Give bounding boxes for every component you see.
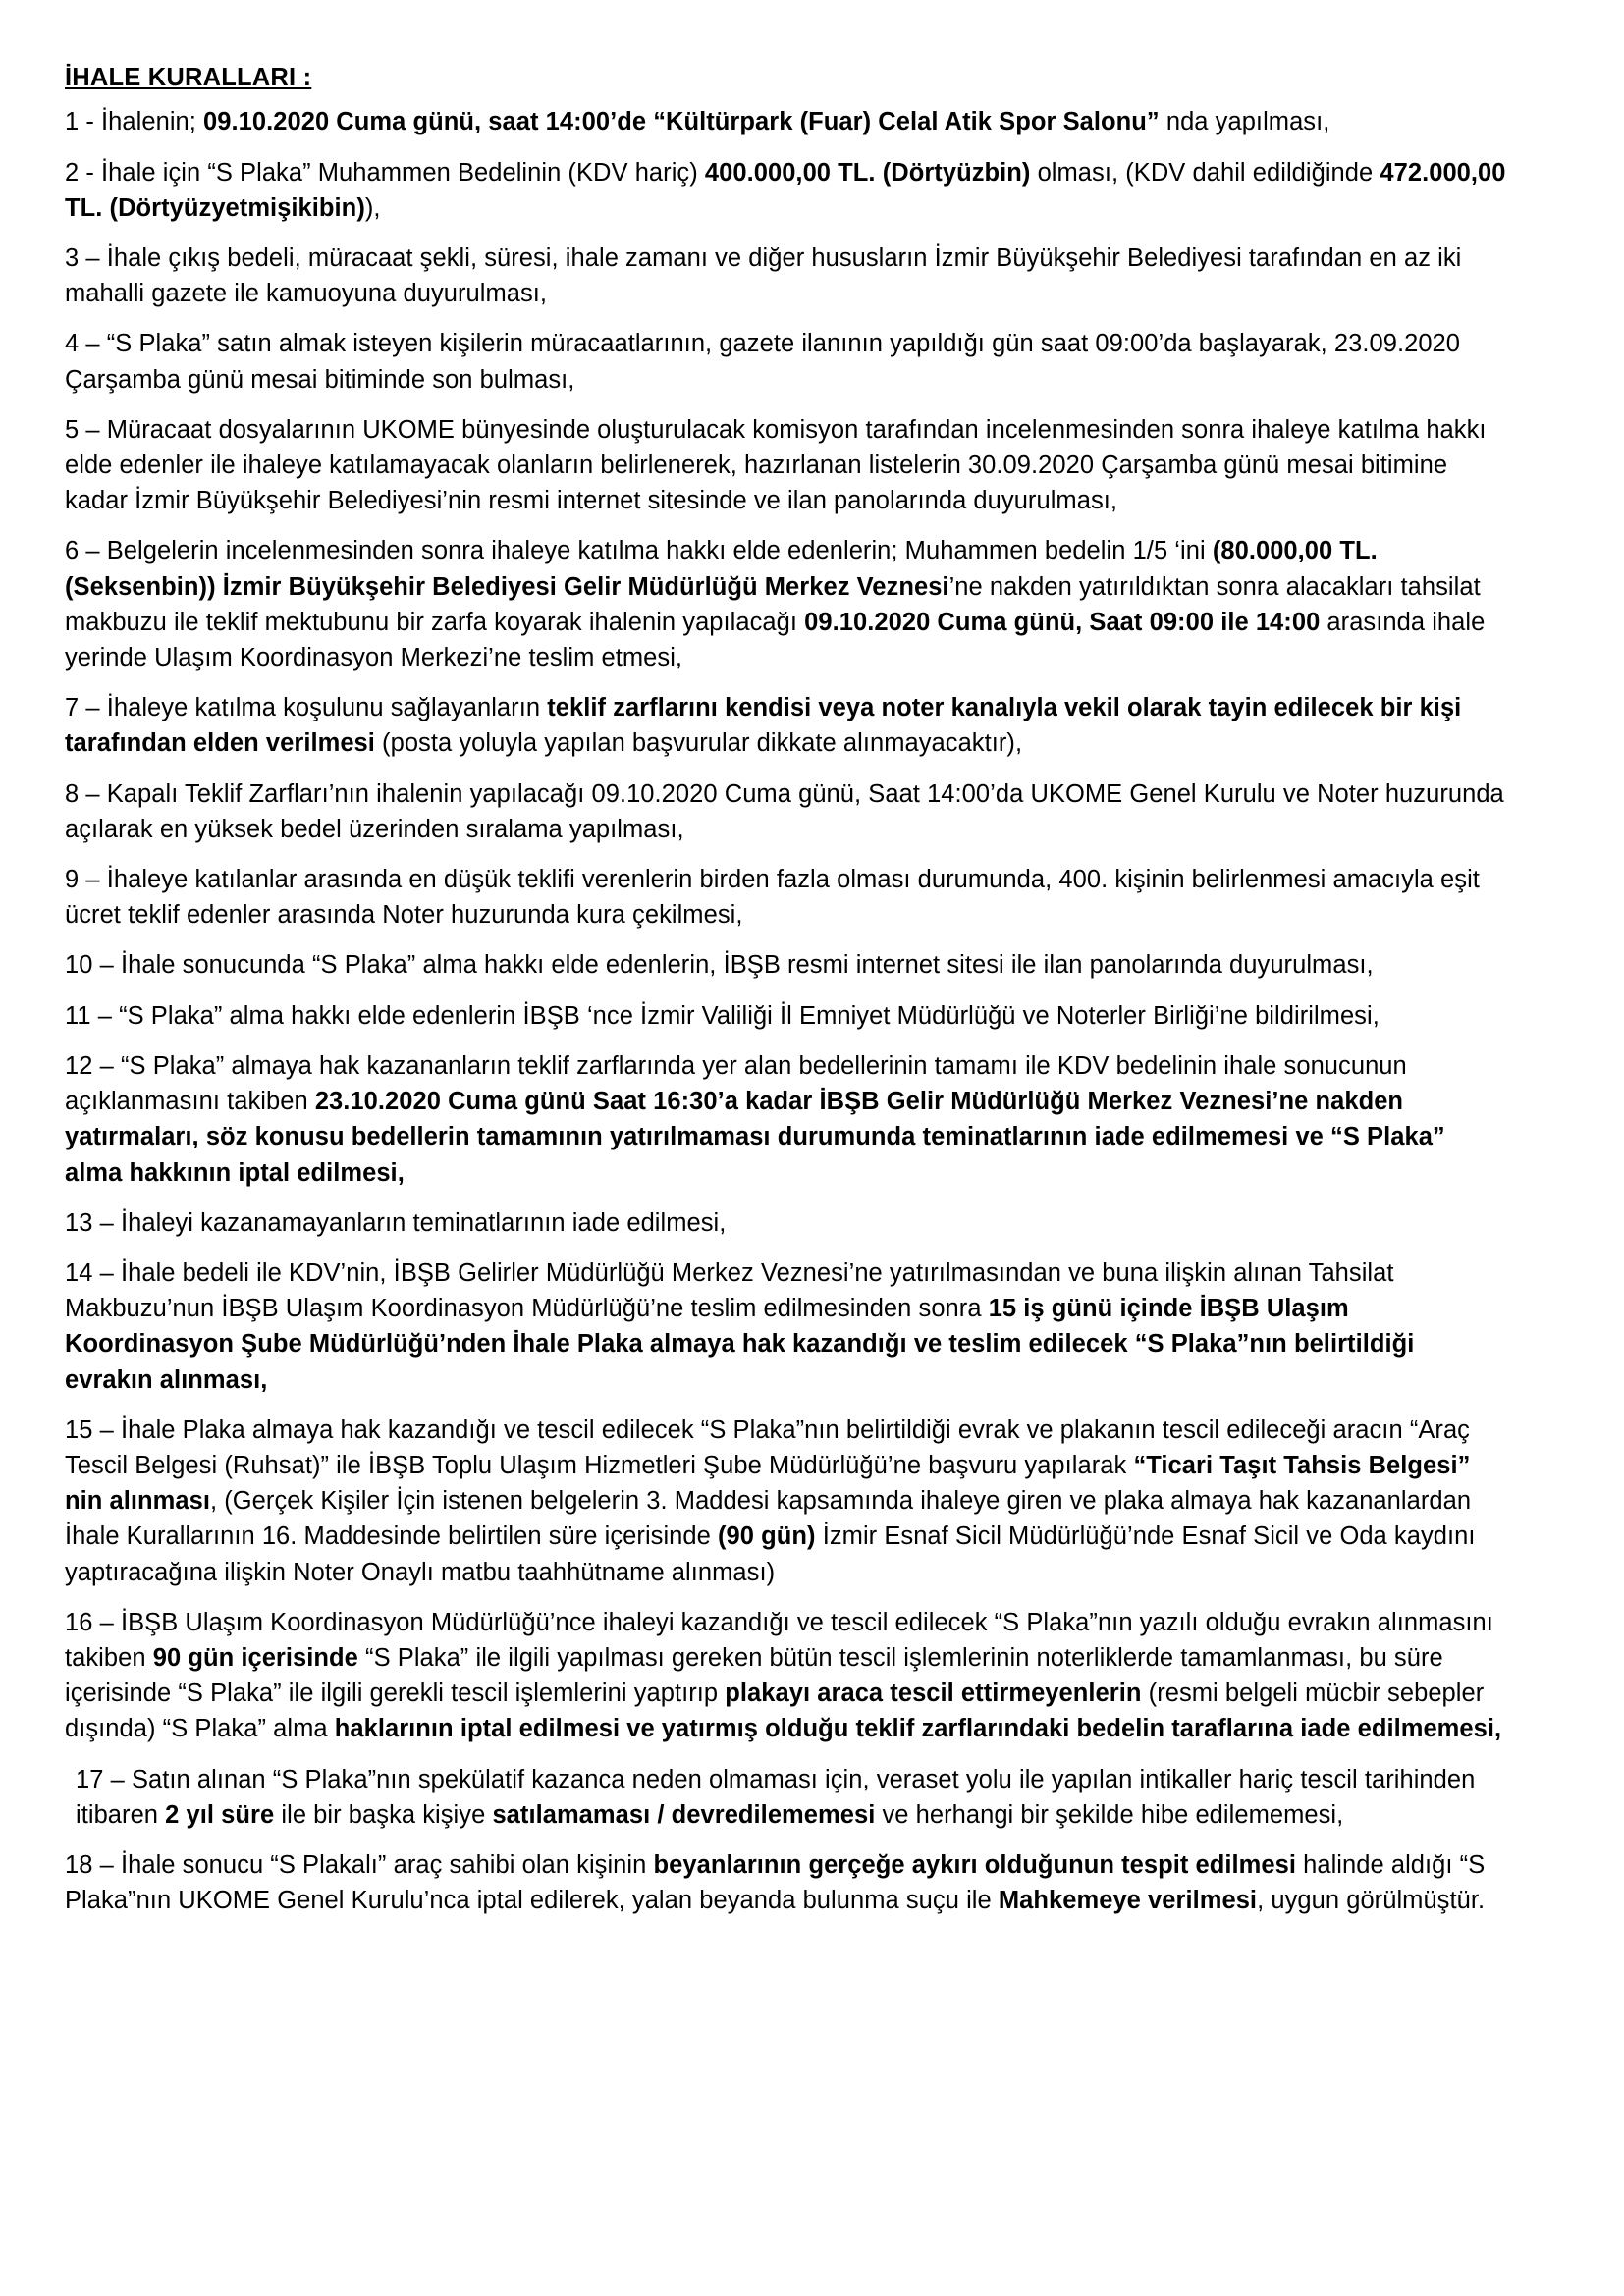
clause-list [65,104,1506,1918]
clause-2-run-0: 2 - İhale için “S Plaka” Muhammen Bedelinin (KDV hariç) [65,158,705,187]
clause-5-run-0: 5 – Müracaat dosyalarının UKOME bünyesinde oluşturulacak komisyon tarafından incelenmesinden sonra ihaleye katılma hakkı elde edenler ile ihaleye katılamayacak olanların belirlenerek, hazırlanan listelerin 30.09.2020 Çarşamba günü mesai bitimine kadar İzmir Büyükşehir Belediyesi’nin resmi internet sitesinde ve ilan panolarında duyurulması, [65,415,1487,515]
clause-17-run-4: ve herhangi bir şekilde hibe edilememesi, [875,1800,1344,1829]
clause-15-run-2: , (Gerçek Kişiler İçin istenen belgelerin 3. Maddesi kapsamında ihaleye giren ve plaka almaya hak kazananlardan İhale Kurallarının 16. Maddesinde belirtilen süre içerisinde [65,1487,1472,1551]
clause-1-run-1: 09.10.2020 Cuma günü, saat 14:00’de “Kültürpark (Fuar) Celal Atik Spor Salonu” [203,108,1160,136]
clause-17-run-2: ile bir başka kişiye [274,1800,493,1829]
clause-9 [65,862,1506,933]
clause-5 [65,412,1506,519]
clause-18-run-4: , uygun görülmüştür. [1257,1887,1486,1915]
clause-2-run-2: olması, (KDV dahil edildiğinde [1030,158,1380,187]
clause-9-run-0: 9 – İhaleye katılanlar arasında en düşük teklifi verenlerin birden fazla olması durumunda, 400. kişinin belirlenmesi amacıyla eşit ücret teklif edenler arasında Noter huzurunda kura çekilmesi, [65,866,1480,930]
clause-18-run-3: Mahkemeye verilmesi [998,1887,1258,1915]
clause-2-run-3: 472.000,00 TL. (Dörtyüzyetmişikibin) [65,158,1506,222]
clause-6-run-1: (80.000,00 TL. (Seksenbin)) İzmir Büyükşehir Belediyesi Gelir Müdürlüğü Merkez Veznesi [65,537,1378,601]
clause-18 [65,1847,1506,1918]
clause-18-run-1: beyanlarının gerçeğe aykırı olduğunun tespit edilmesi [653,1850,1296,1879]
clause-6-run-0: 6 – Belgelerin incelenmesinden sonra ihaleye katılma hakkı elde edenlerin; Muhammen bedelin 1/5 ‘ini [65,537,1213,565]
clause-14 [65,1255,1506,1398]
clause-16-run-2: “S Plaka” ile ilgili yapılması gereken bütün tescil işlemlerinin noterliklerde tamamlanması, bu süre içerisinde “S Plaka” ile ilgili gerekli tescil işlemlerini yaptırıp [65,1643,1443,1708]
clause-15-run-1: “Ticari Taşıt Tahsis Belgesi” nin alınması [65,1451,1471,1516]
clause-13-run-0: 13 – İhaleyi kazanamayanların teminatlarının iade edilmesi, [65,1208,727,1237]
clause-7-run-2: (posta yoluyla yapılan başvurular dikkate alınmayacaktır), [374,729,1023,758]
clause-2-run-1: 400.000,00 TL. (Dörtyüzbin) [704,158,1031,187]
clause-3 [65,240,1506,311]
clause-15 [65,1413,1506,1590]
page-title: İHALE KURALLARI : [65,64,312,91]
clause-2 [65,155,1506,226]
clause-10-run-0: 10 – İhale sonucunda “S Plaka” alma hakkı elde edenlerin, İBŞB resmi internet sitesi ile ilan panolarında duyurulması, [65,951,1374,980]
clause-17-run-0: 17 – Satın alınan “S Plaka”nın spekülatif kazanca neden olmaması için, veraset yolu ile yapılan intikaller hariç tescil tarihinden itibaren [76,1765,1476,1829]
clause-14-run-0: 14 – İhale bedeli ile KDV’nin, İBŞB Gelirler Müdürlüğü Merkez Veznesi’ne yatırılmasından ve buna ilişkin alınan Tahsilat Makbuzu’nun İBŞB Ulaşım Koordinasyon Müdürlüğü’ne teslim edilmesinden sonra [65,1258,1394,1323]
clause-7-run-0: 7 – İhaleye katılma koşulunu sağlayanların [65,694,548,722]
clause-6-run-2: ’ne nakden yatırıldıktan sonra alacakları tahsilat makbuzu ile teklif mektubunu bir zarfa koyarak ihalenin yapılacağı [65,572,1481,636]
clause-16-run-3: plakayı araca tescil ettirmeyenlerin [725,1680,1142,1708]
clause-3-run-0: 3 – İhale çıkış bedeli, müracaat şekli, süresi, ihale zamanı ve diğer hususların İzmir Büyükşehir Belediyesi tarafından en az iki mahalli gazete ile kamuoyuna duyurulması, [65,244,1462,308]
clause-1-run-2: nda yapılması, [1159,108,1330,136]
clause-17-run-3: satılamaması / devredilememesi [492,1800,876,1829]
clause-8 [65,776,1506,847]
clause-12-run-1: 23.10.2020 Cuma günü Saat 16:30’a kadar İBŞB Gelir Müdürlüğü Merkez Veznesi’ne nakden yatırmaları, söz konusu bedellerin tamamının yatırılmaması durumunda teminatlarının iade edilmemesi ve “S Plaka” alma hakkının iptal edilmesi, [65,1088,1445,1187]
clause-4 [65,326,1506,397]
clause-2-run-4: ), [364,193,381,222]
clause-11 [65,998,1506,1034]
clause-6-run-3: 09.10.2020 Cuma günü, Saat 09:00 ile 14:00 [804,608,1321,636]
clause-12-run-0: 12 – “S Plaka” almaya hak kazananların teklif zarflarında yer alan bedellerinin tamamı ile KDV bedelinin ihale sonucunun açıklanmasını takiben [65,1051,1407,1116]
clause-12 [65,1048,1506,1191]
clause-13 [65,1205,1506,1241]
clause-8-run-0: 8 – Kapalı Teklif Zarfları’nın ihalenin yapılacağı 09.10.2020 Cuma günü, Saat 14:00’da UKOME Genel Kurulu ve Noter huzurunda açılarak en yüksek bedel üzerinden sıralama yapılması, [65,779,1504,843]
clause-6-run-4: arasında ihale yerinde Ulaşım Koordinasyon Merkezi’ne teslim etmesi, [65,608,1486,672]
clause-4-run-0: 4 – “S Plaka” satın almak isteyen kişilerin müracaatlarının, gazete ilanının yapıldığı gün saat 09:00’da başlayarak, 23.09.2020 Çarşamba günü mesai bitiminde son bulması, [65,330,1461,394]
clause-7-run-1: teklif zarflarını kendisi veya noter kanalıyla vekil olarak tayin edilecek bir kişi tarafından elden verilmesi [65,694,1462,758]
clause-11-run-0: 11 – “S Plaka” alma hakkı elde edenlerin İBŞB ‘nce İzmir Valiliği İl Emniyet Müdürlüğü ve Noterler Birliği’ne bildirilmesi, [65,1001,1380,1030]
clause-18-run-0: 18 – İhale sonucu “S Plakalı” araç sahibi olan kişinin [65,1850,654,1879]
clause-18-run-2: halinde aldığı “S Plaka”nın UKOME Genel Kurulu’nca iptal edilerek, yalan beyanda bulunma suçu ile [65,1850,1486,1915]
clause-1 [65,104,1506,139]
clause-10 [65,947,1506,983]
clause-15-run-4: İzmir Esnaf Sicil Müdürlüğü’nde Esnaf Sicil ve Oda kaydını yaptıracağına ilişkin Noter Onaylı matbu taahhütname alınması) [65,1522,1476,1586]
clause-6 [65,533,1506,675]
clause-7 [65,690,1506,761]
clause-16-run-1: 90 gün içerisinde [152,1643,358,1672]
clause-1-run-0: 1 - İhalenin; [65,108,204,136]
clause-15-run-0: 15 – İhale Plaka almaya hak kazandığı ve tescil edilecek “S Plaka”nın belirtildiği evrak ve plakanın tescil edileceği aracın “Araç Tescil Belgesi (Ruhsat)” ile İBŞB Toplu Ulaşım Hizmetleri Şube Müdürlüğü’ne başvuru yapılarak [65,1415,1470,1479]
clause-15-run-3: (90 gün) [718,1522,816,1551]
clause-16-run-0: 16 – İBŞB Ulaşım Koordinasyon Müdürlüğü’nce ihaleyi kazandığı ve tescil edilecek “S Plaka”nın yazılı olduğu evrakın alınmasını takiben [65,1608,1493,1672]
clause-14-run-1: 15 iş günü içinde İBŞB Ulaşım Koordinasyon Şube Müdürlüğü’nden İhale Plaka almaya hak kazandığı ve teslim edilecek “S Plaka”nın belirtildiği evrakın alınması, [65,1295,1415,1394]
clause-17 [65,1762,1506,1833]
clause-16 [65,1605,1506,1747]
clause-16-run-4: (resmi belgeli mücbir sebepler dışında) “S Plaka” alma [65,1680,1485,1743]
clause-17-run-1: 2 yıl süre [165,1800,275,1829]
clause-16-run-5: haklarının iptal edilmesi ve yatırmış olduğu teklif zarflarındaki bedelin taraflarına iade edilmemesi, [334,1715,1502,1743]
